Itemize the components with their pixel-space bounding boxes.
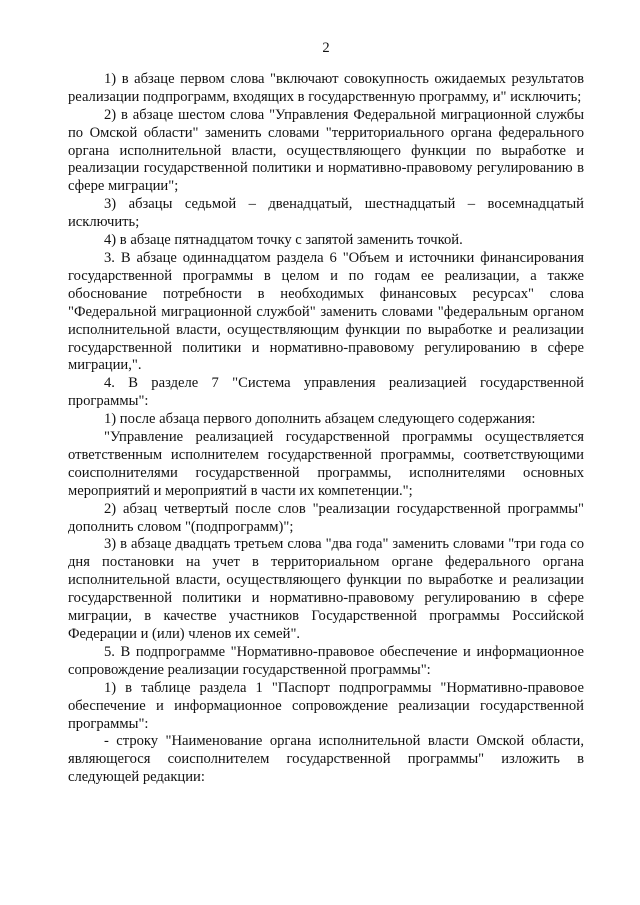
paragraph-11: 5. В подпрограмме "Нормативно-правовое обеспечение и информационное сопровождение реализации государственной программы": [68,643,584,678]
paragraph-1: 1) в абзаце первом слова "включают совокупность ожидаемых результатов реализации подпрограмм, входящих в государственную программу, и" исключить; [68,70,584,105]
paragraph-7: 1) после абзаца первого дополнить абзацем следующего содержания: [104,411,536,428]
page-number: 2 [322,40,330,56]
paragraph-2: 2) в абзаце шестом слова "Управления Федеральной миграционной службы по Омской области" заменить словами "территориального органа федерального органа исполнительной власти, осуществляющего функции по выработке и реализации государственной политики и нормативно-правовому регулированию в сфере миграции"; [68,106,584,195]
paragraph-8: "Управление реализацией государственной программы осуществляется ответственным исполнителем государственной программы, соответствующими соисполнителями государственной программы, исполнителями основных мероприятий и мероприятий в части их компетенции."; [68,429,584,499]
paragraph-13: - строку "Наименование органа исполнительной власти Омской области, являющегося соисполнителем государственной программы" изложить в следующей редакции: [68,733,584,786]
paragraph-12: 1) в таблице раздела 1 "Паспорт подпрограммы "Нормативно-правовое обеспечение и информационное сопровождение реализации государственной программы": [68,679,584,732]
paragraph-5: 3. В абзаце одиннадцатом раздела 6 "Объем и источники финансирования государственной программы в целом и по годам ее реализации, а также обоснование потребности в необходимых финансовых ресурсах" слова "Федеральной миграционной службой" заменить словами "федеральным органом исполнительной власти, осуществляющим функции по выработке и реализации государственной политики и нормативно-правовому регулированию в сфере миграции,". [68,249,584,374]
paragraph-3: 3) абзацы седьмой – двенадцатый, шестнадцатый – восемнадцатый исключить; [68,196,584,231]
paragraph-10: 3) в абзаце двадцать третьем слова "два года" заменить словами "три года со дня постановки на учет в территориальном органе федерального органа исполнительной власти, осуществляющего функции по выработке и реализации государственной политики и нормативно-правовому регулированию в сфере миграции, в качестве участников Государственной программы Российской Федерации и (или) членов их семей". [68,536,584,642]
document-page [68,40,584,787]
paragraph-6: 4. В разделе 7 "Система управления реализацией государственной программы": [68,375,584,410]
paragraph-9: 2) абзац четвертый после слов "реализации государственной программы" дополнить словом "(подпрограмм)"; [68,500,584,535]
paragraph-4: 4) в абзаце пятнадцатом точку с запятой заменить точкой. [104,232,463,249]
